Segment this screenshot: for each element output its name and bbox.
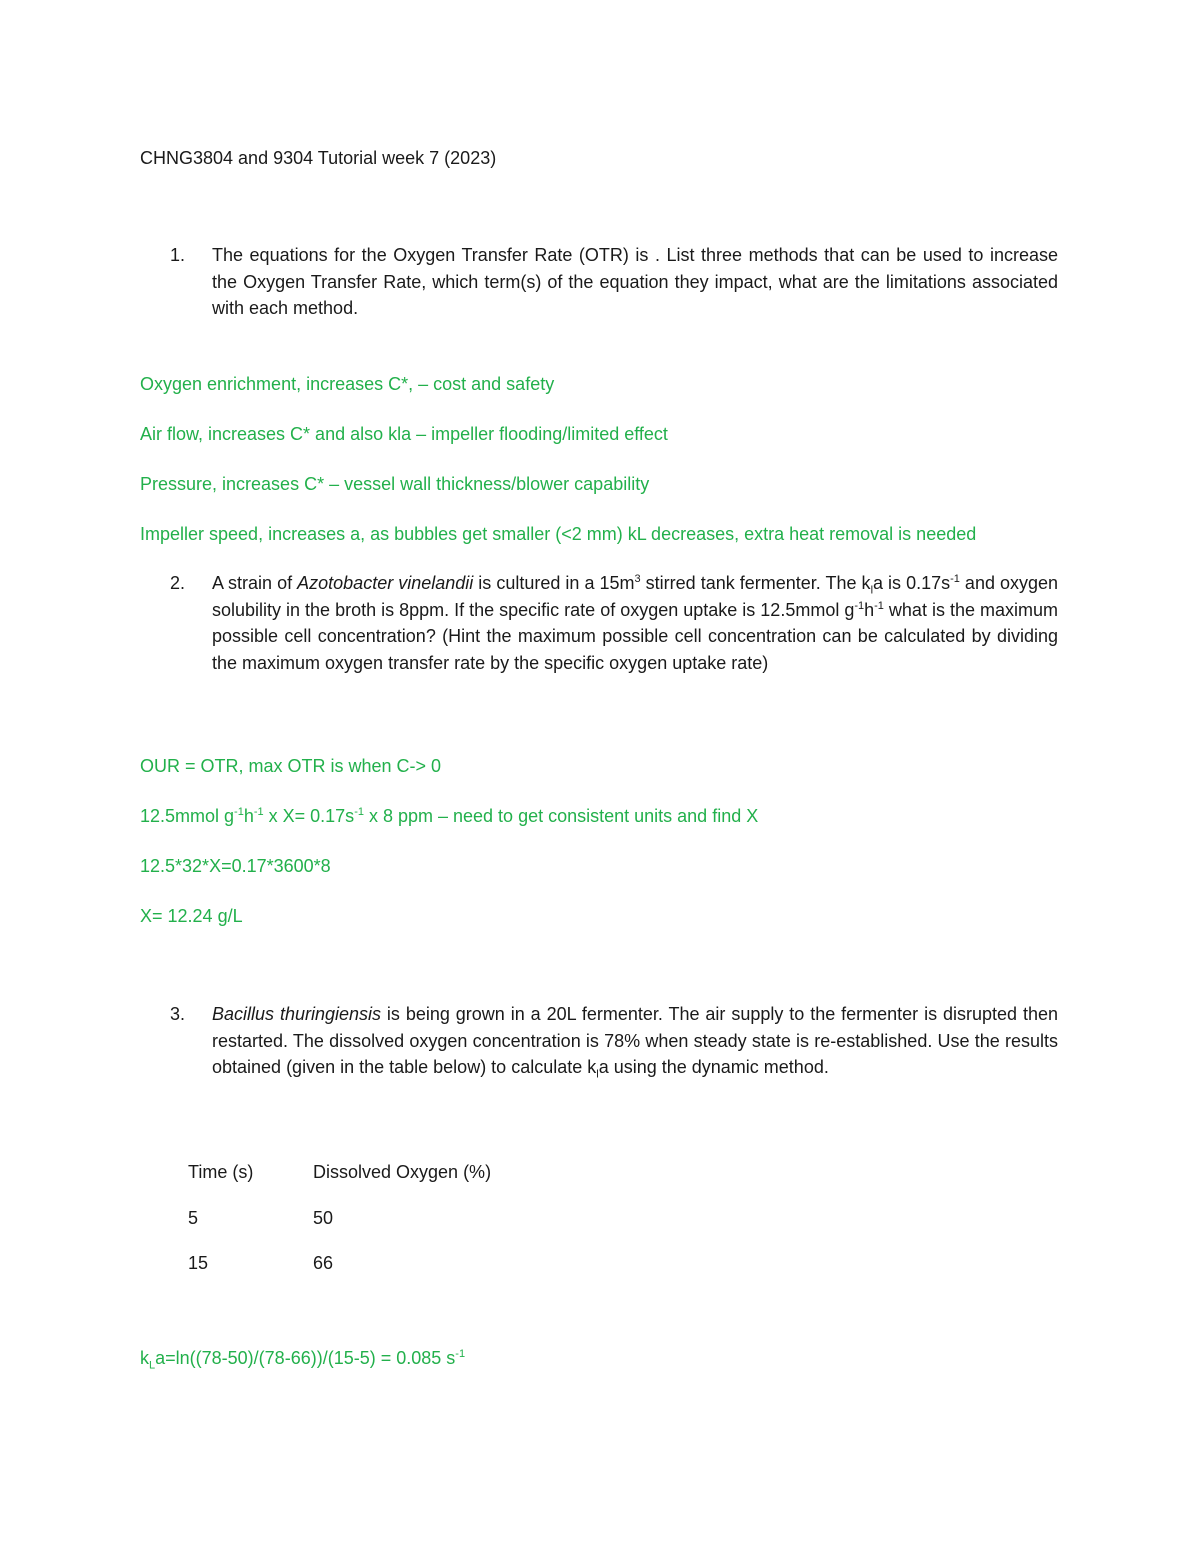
q3-text <box>212 1001 1058 1081</box>
q1-paragraph: The equations for the Oxygen Transfer Rate (OTR) is . List three methods that can be used to increase the Oxygen Transfer Rate, which term(s) of the equation they impact, what are the limitations associated with each method. <box>212 245 1058 318</box>
table-header-time: Time (s) <box>188 1162 254 1182</box>
a2-line-1: OUR = OTR, max OTR is when C-> 0 <box>140 756 442 776</box>
a1-line-1: Oxygen enrichment, increases C*, – cost and safety <box>140 374 555 394</box>
a1-line-3: Pressure, increases C* – vessel wall thickness/blower capability <box>140 474 650 494</box>
a1-line-2: Air flow, increases C* and also kla – impeller flooding/limited effect <box>140 424 668 444</box>
table-header-oxygen: Dissolved Oxygen (%) <box>313 1162 492 1182</box>
q2-organism: Azotobacter vinelandii <box>297 573 474 593</box>
table-cell: 5 <box>188 1208 199 1228</box>
q1-text <box>212 242 1058 322</box>
q3-paragraph: Bacillus thuringiensis is being grown in a 20L fermenter. The air supply to the fermenter is disrupted then restarted. The dissolved oxygen concentration is 78% when steady state is re-established. Use the results obtained (given in the table below) to calculate $k_la$ using the dynamic method. <box>212 1004 1058 1081</box>
q3-organism: Bacillus thuringiensis <box>212 1004 381 1024</box>
q2-paragraph: A strain of Azotobacter vinelandii is cultured in a $15m^3$ stirred tank fermenter. The $k_la$ is $0.17s^{-1}$ and oxygen solubility in the broth is 8ppm. If the specific rate of oxygen uptake is 12.5mmol $g^{-1}h^{-1}$ what is the maximum possible cell concentration? (Hint the maximum possible cell concentration can be calculated by dividing the maximum oxygen transfer rate by the specific oxygen uptake rate) <box>212 573 1059 673</box>
a2-line-4: X= 12.24 g/L <box>140 906 243 926</box>
q1-number: 1. <box>170 245 186 265</box>
a2-line-2: 12.5mmol $g^{-1}h^{-1}$ x $X= 0.17s^{-1}$ x 8 ppm – need to get consistent units and find X <box>140 806 759 826</box>
q2-number: 2. <box>170 573 186 593</box>
a3-line: $k_La=\ln((78-50)/(78-66))/(15-5) = 0.085$ $s^{-1}$ <box>140 1348 466 1372</box>
q2-text <box>212 570 1058 676</box>
table-cell: 66 <box>313 1253 334 1273</box>
table-cell: 15 <box>188 1253 209 1273</box>
a2-line-3: 12.5*32*X=0.17*3600*8 <box>140 856 331 876</box>
table-cell: 50 <box>313 1208 334 1228</box>
document-title: CHNG3804 and 9304 Tutorial week 7 (2023) <box>140 148 497 168</box>
q3-number: 3. <box>170 1004 186 1024</box>
a1-line-4: Impeller speed, increases a, as bubbles get smaller (<2 mm) kL decreases, extra heat removal is needed <box>140 524 977 544</box>
